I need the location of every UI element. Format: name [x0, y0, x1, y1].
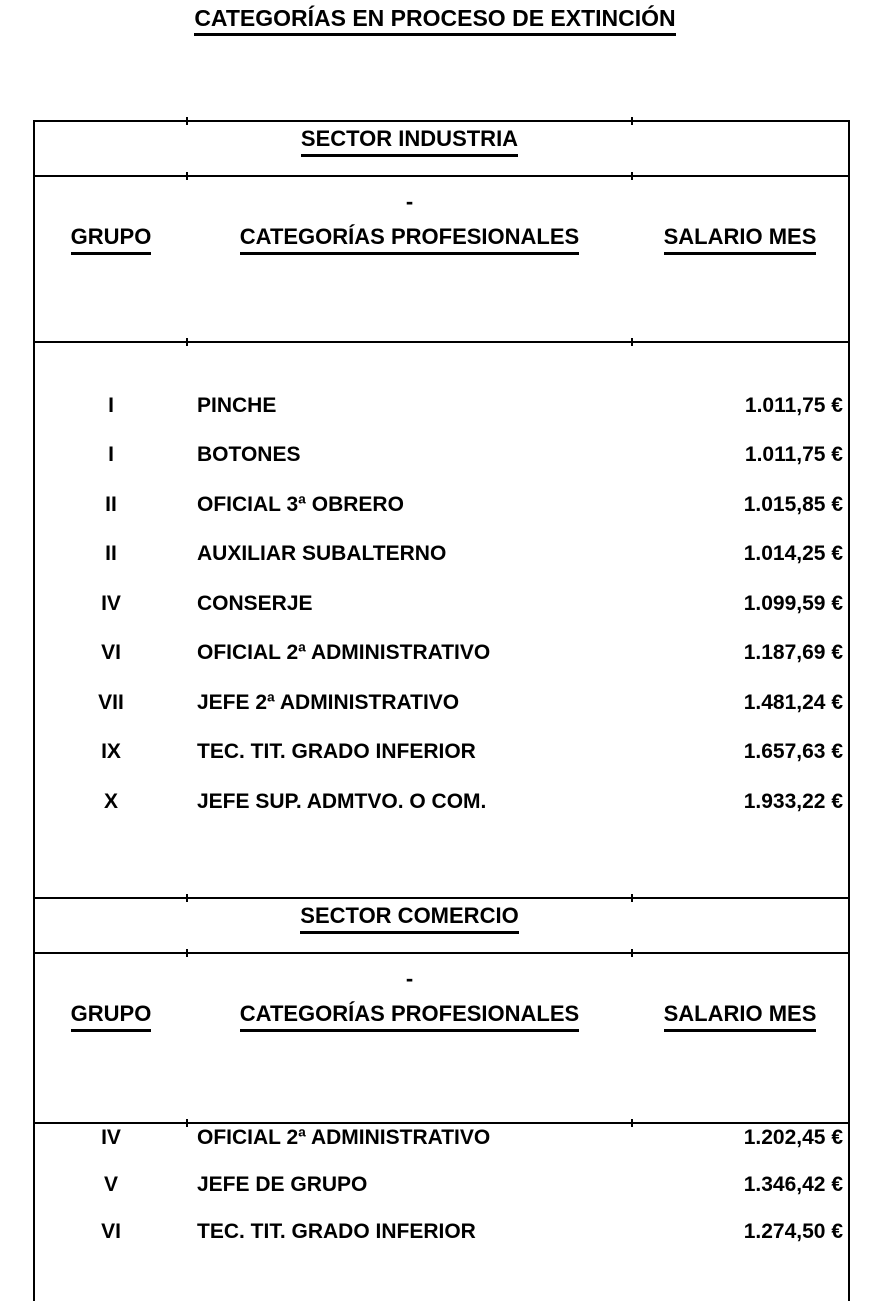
column-tick	[631, 1119, 633, 1127]
page-title	[0, 5, 870, 36]
row-divider	[35, 341, 848, 343]
column-tick	[186, 117, 188, 125]
sector-header-comercio	[35, 899, 848, 952]
cell-categoria: BOTONES	[197, 443, 301, 467]
dash-row	[35, 191, 848, 213]
table-body-comercio	[35, 1124, 848, 1301]
cell-grupo: IV	[101, 591, 121, 615]
cell-salario: 1.011,75 €	[744, 393, 843, 417]
cell-salario: 1.187,69 €	[743, 641, 843, 665]
cell-grupo: VI	[101, 641, 121, 665]
table-row	[35, 1220, 848, 1267]
column-header-categorias: CATEGORÍAS PROFESIONALES	[187, 1002, 632, 1032]
column-tick	[186, 338, 188, 346]
cell-grupo: II	[105, 542, 117, 566]
column-header-grupo: GRUPO	[35, 225, 187, 255]
row-divider	[35, 952, 848, 954]
column-tick	[631, 949, 633, 957]
column-header-categorias: CATEGORÍAS PROFESIONALES	[187, 225, 632, 255]
column-header-row-industria	[35, 191, 848, 341]
table-top-border	[35, 120, 848, 122]
sector-header-industria	[35, 122, 848, 175]
column-header-grupo: GRUPO	[35, 1002, 187, 1032]
column-tick	[186, 172, 188, 180]
cell-grupo: V	[103, 1173, 118, 1196]
column-tick	[186, 949, 188, 957]
cell-categoria: JEFE 2ª ADMINISTRATIVO	[197, 690, 460, 714]
cell-categoria: JEFE DE GRUPO	[197, 1173, 368, 1196]
sector-title: SECTOR INDUSTRIA	[301, 127, 518, 157]
column-tick	[631, 894, 633, 902]
cell-categoria: AUXILIAR SUBALTERNO	[197, 542, 447, 566]
header-row	[35, 1002, 848, 1032]
table-row	[35, 431, 848, 481]
row-divider	[35, 1122, 848, 1124]
table-row	[35, 629, 848, 679]
cell-grupo: IX	[101, 740, 121, 764]
cell-grupo: IV	[101, 1126, 121, 1149]
cell-salario: 1.274,50 €	[743, 1220, 843, 1243]
header-row	[35, 225, 848, 255]
cell-categoria: OFICIAL 2ª ADMINISTRATIVO	[197, 641, 491, 665]
cell-salario: 1.014,25 €	[743, 542, 843, 566]
column-header-row-comercio	[35, 968, 848, 1122]
cell-salario: 1.099,59 €	[743, 591, 843, 615]
table-body-industria	[35, 343, 848, 897]
table-row	[35, 728, 848, 778]
column-header-salario: SALARIO MES	[632, 225, 848, 255]
cell-salario: 1.933,22 €	[743, 789, 843, 813]
table-row	[35, 579, 848, 629]
row-divider	[35, 897, 848, 899]
cell-grupo: VI	[101, 1220, 121, 1243]
row-divider	[35, 175, 848, 177]
column-header-salario: SALARIO MES	[632, 1002, 848, 1032]
cell-grupo: I	[108, 393, 114, 417]
dash: -	[405, 189, 414, 214]
column-tick	[186, 1119, 188, 1127]
table-row	[35, 777, 848, 827]
column-tick	[631, 172, 633, 180]
table-row	[35, 530, 848, 580]
cell-salario: 1.011,75 €	[744, 443, 843, 467]
cell-grupo: X	[103, 789, 118, 813]
cell-grupo: II	[105, 492, 117, 516]
table-row	[35, 480, 848, 530]
dash: -	[405, 966, 414, 991]
table-row	[35, 1173, 848, 1220]
cell-categoria: TEC. TIT. GRADO INFERIOR	[197, 1220, 476, 1243]
table-row	[35, 381, 848, 431]
cell-categoria: CONSERJE	[197, 591, 313, 615]
table-row	[35, 1126, 848, 1173]
cell-categoria: JEFE SUP. ADMTVO. O COM.	[197, 789, 487, 813]
cell-categoria: OFICIAL 3ª OBRERO	[197, 492, 404, 516]
sector-title: SECTOR COMERCIO	[300, 904, 518, 934]
cell-grupo: I	[108, 443, 114, 467]
page-title-text: CATEGORÍAS EN PROCESO DE EXTINCIÓN	[194, 5, 675, 36]
table-row	[35, 678, 848, 728]
cell-grupo: VII	[98, 690, 124, 714]
cell-salario: 1.015,85 €	[743, 492, 843, 516]
cell-salario: 1.481,24 €	[743, 690, 843, 714]
column-tick	[186, 894, 188, 902]
cell-categoria: TEC. TIT. GRADO INFERIOR	[197, 740, 476, 764]
column-tick	[631, 338, 633, 346]
column-tick	[631, 117, 633, 125]
salary-table	[33, 120, 850, 1301]
cell-categoria: OFICIAL 2ª ADMINISTRATIVO	[197, 1126, 491, 1149]
cell-salario: 1.202,45 €	[743, 1126, 843, 1149]
dash-row	[35, 968, 848, 990]
cell-salario: 1.346,42 €	[743, 1173, 843, 1196]
cell-categoria: PINCHE	[197, 393, 277, 417]
cell-salario: 1.657,63 €	[743, 740, 843, 764]
